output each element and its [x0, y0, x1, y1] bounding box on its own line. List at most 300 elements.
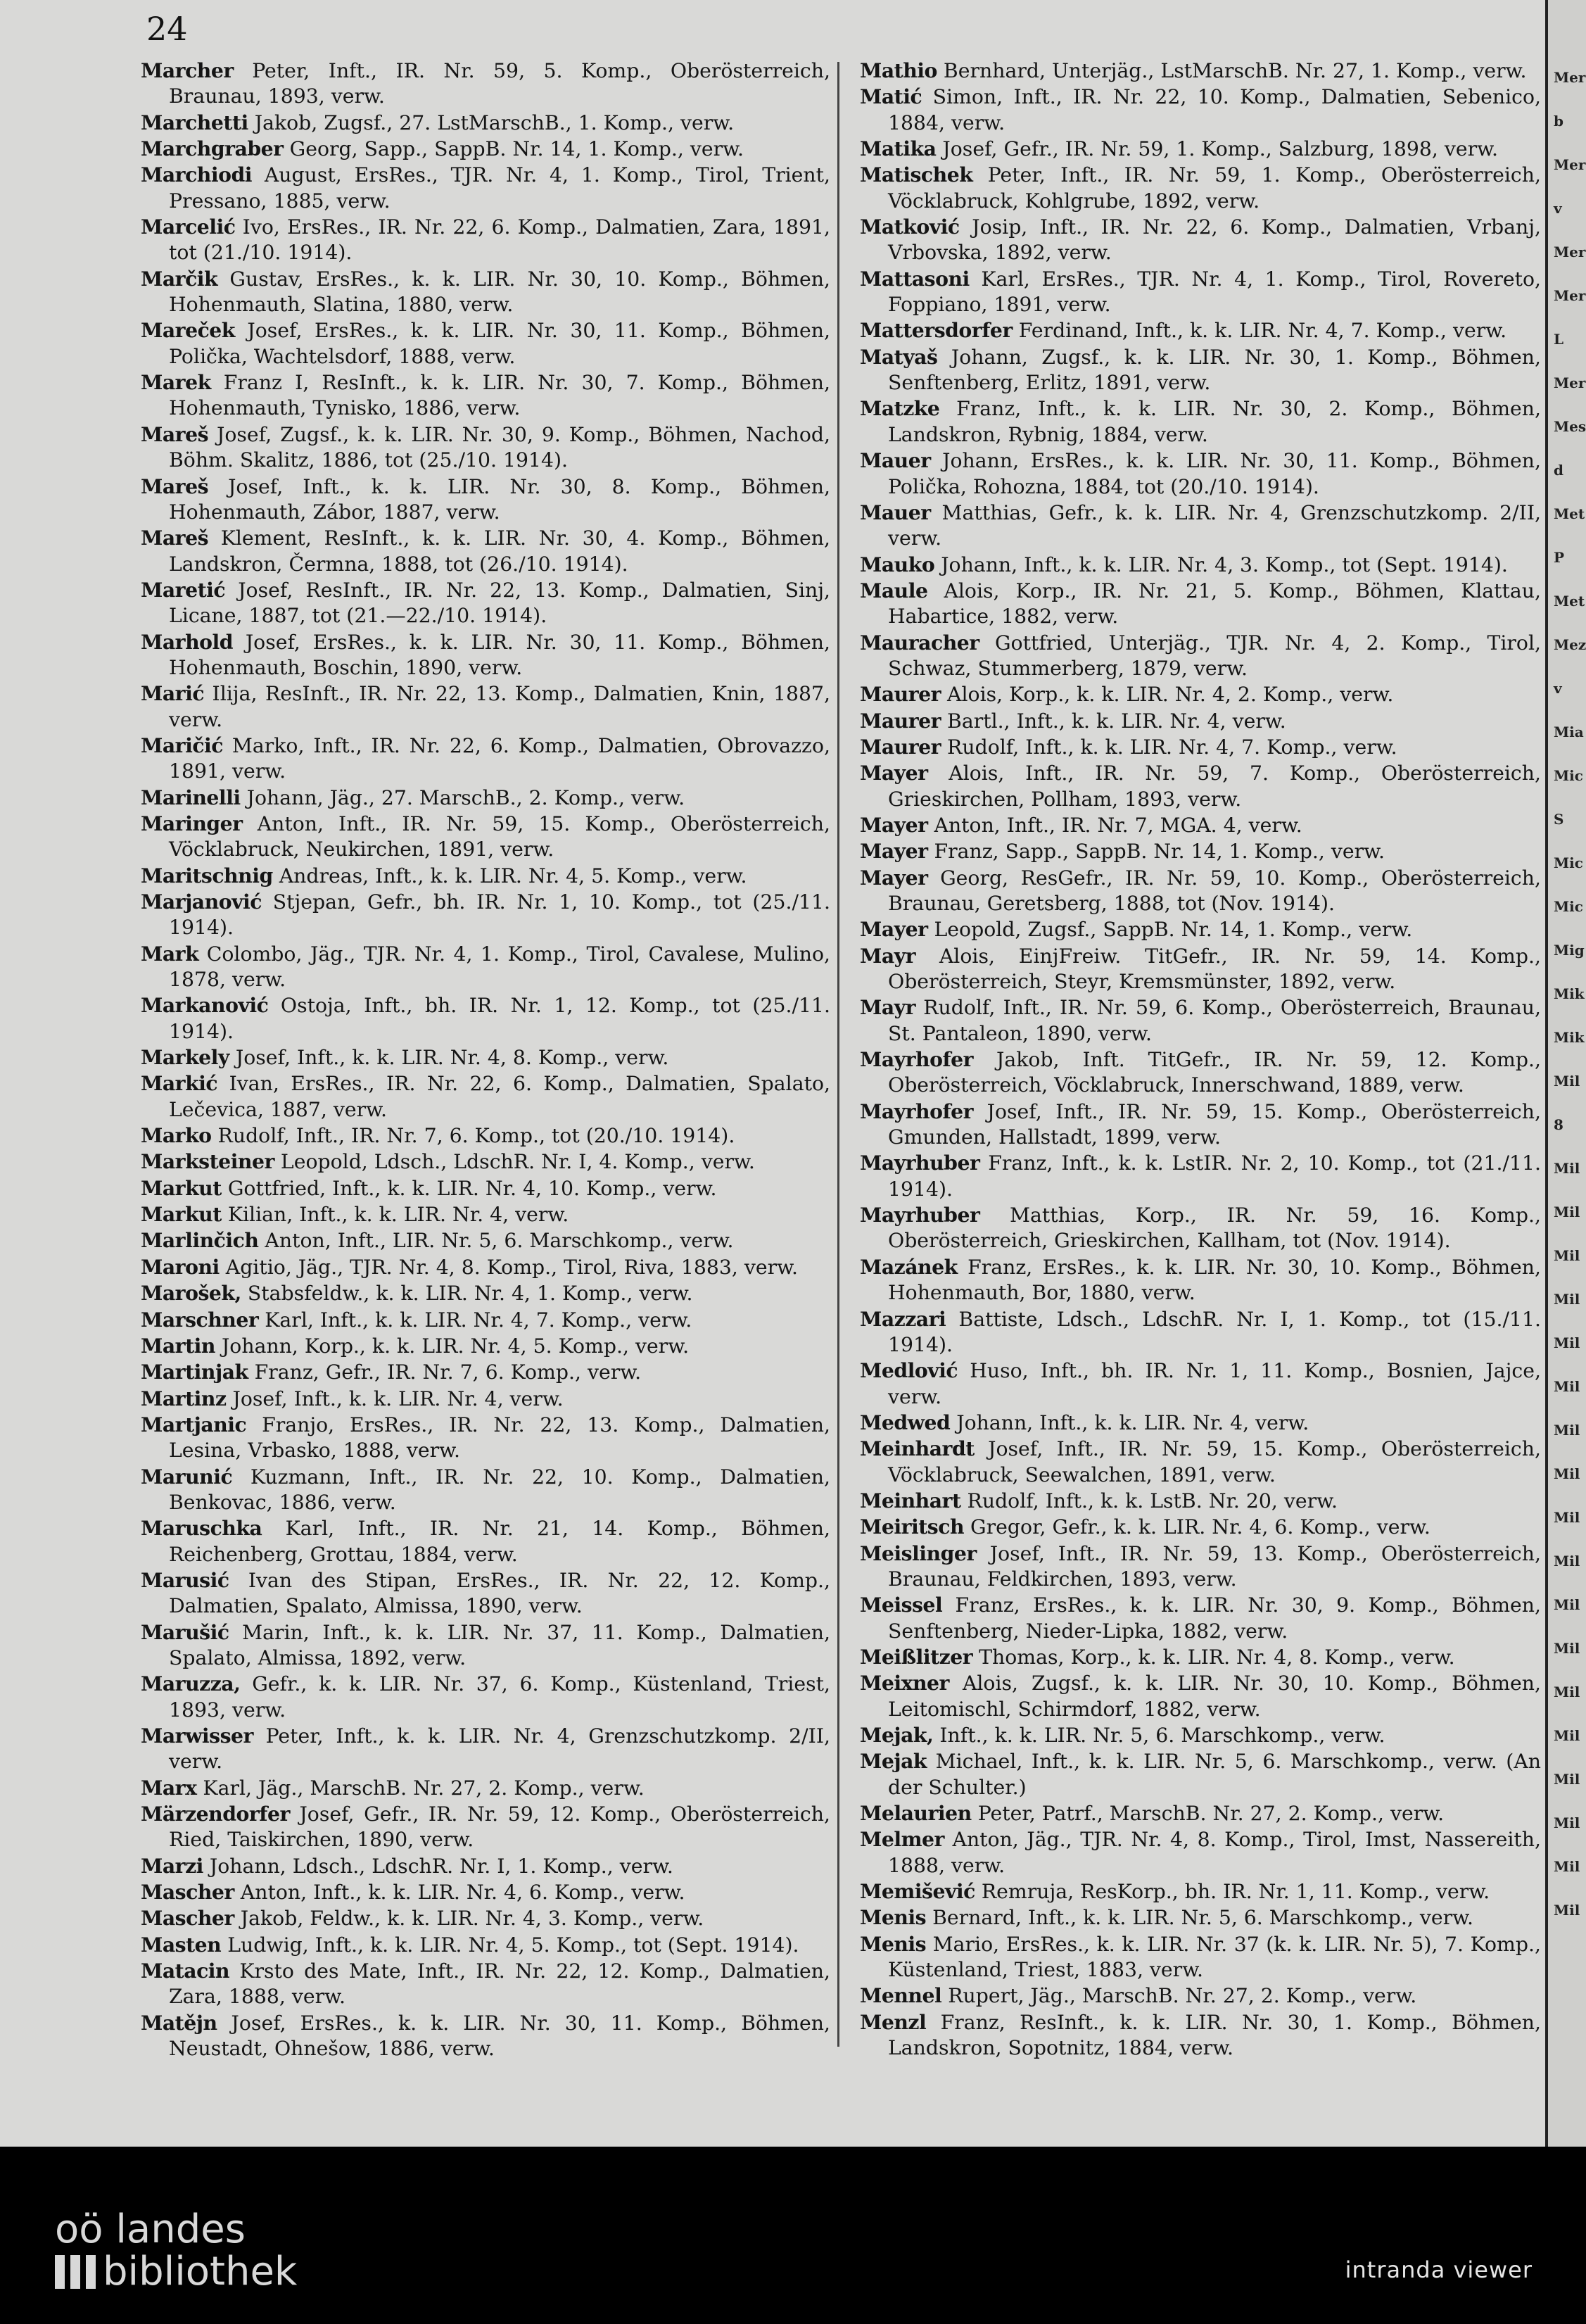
edge-text-fragment: Mic	[1554, 898, 1583, 915]
list-entry	[141, 811, 830, 863]
entry-details: Karl, Inft., k. k. LIR. Nr. 4, 7. Komp., verw.	[258, 1308, 692, 1332]
list-entry	[860, 760, 1541, 812]
entry-details: Bartl., Inft., k. k. LIR. Nr. 4, verw.	[941, 709, 1286, 733]
entry-details: Jakob, Feldw., k. k. LIR. Nr. 4, 3. Komp., verw.	[234, 1907, 704, 1931]
edge-text-fragment: Mil	[1554, 1204, 1580, 1220]
entry-surname: Matischek	[860, 163, 973, 187]
entry-surname: Mayer	[860, 917, 928, 942]
entry-details: Matthias, Gefr., k. k. LIR. Nr. 4, Grenzschutzkomp. 2/II, verw.	[888, 500, 1541, 550]
list-entry	[860, 84, 1541, 136]
entry-details: Josef, Zugsf., k. k. LIR. Nr. 30, 9. Komp., Böhmen, Nachod, Böhm. Skalitz, 1886, tot (25./10. 1914).	[169, 422, 830, 472]
list-entry	[860, 1254, 1541, 1306]
edge-text-fragment: Mic	[1554, 854, 1583, 871]
entry-details: Josef, ErsRes., k. k. LIR. Nr. 30, 11. Komp., Böhmen, Polička, Wachtelsdorf, 1888, verw.	[169, 319, 830, 368]
edge-text-fragment: Mil	[1554, 1858, 1580, 1875]
entry-details: Josef, ErsRes., k. k. LIR. Nr. 30, 11. Komp., Böhmen, Hohenmauth, Boschin, 1890, verw.	[169, 630, 830, 679]
list-entry	[141, 1801, 830, 1853]
entry-details: Peter, Inft., IR. Nr. 59, 5. Komp., Oberösterreich, Braunau, 1893, verw.	[169, 59, 830, 108]
list-entry	[141, 1254, 830, 1280]
list-entry	[860, 500, 1541, 552]
edge-text-fragment: Mer	[1554, 374, 1586, 391]
entry-details: Anton, Inft., IR. Nr. 59, 15. Komp., Oberösterreich, Vöcklabruck, Neukirchen, 1891, verw.	[169, 811, 830, 861]
edge-text-fragment: Mig	[1554, 942, 1585, 959]
entry-surname: Medwed	[860, 1410, 951, 1434]
list-entry	[141, 1853, 830, 1879]
entry-surname: Matika	[860, 137, 937, 161]
entry-surname: Meinhart	[860, 1488, 961, 1513]
entry-details: Anton, Inft., IR. Nr. 7, MGA. 4, verw.	[927, 813, 1302, 837]
list-entry	[860, 734, 1541, 760]
entry-details: Karl, ErsRes., TJR. Nr. 4, 1. Komp., Tirol, Rovereto, Foppiano, 1891, verw.	[888, 267, 1541, 317]
entry-surname: Mauko	[860, 552, 935, 576]
viewer-brand-label: intranda viewer	[1345, 2256, 1533, 2283]
entry-surname: Marchgraber	[141, 137, 284, 161]
entry-surname: Mattersdorfer	[860, 318, 1013, 343]
entry-details: Remruja, ResKorp., bh. IR. Nr. 1, 11. Komp., verw.	[975, 1880, 1490, 1904]
entry-details: Josip, Inft., IR. Nr. 22, 6. Komp., Dalmatien, Vrbanj, Vrbovska, 1892, verw.	[888, 215, 1541, 265]
entry-surname: Marušić	[141, 1619, 229, 1644]
column-divider	[837, 62, 839, 2047]
entry-surname: Maule	[860, 578, 928, 602]
entry-surname: Maretić	[141, 577, 226, 602]
edge-text-fragment: Mil	[1554, 1378, 1580, 1395]
entry-details: Peter, Patrf., MarschB. Nr. 27, 2. Komp., verw.	[971, 1802, 1445, 1826]
edge-text-fragment: P	[1554, 549, 1565, 566]
entry-surname: Maritschnig	[141, 863, 273, 888]
list-entry	[141, 733, 830, 785]
entry-details: Anton, Jäg., TJR. Nr. 4, 8. Komp., Tirol, Imst, Nassereith, 1888, verw.	[888, 1828, 1541, 1877]
entry-details: Ferdinand, Inft., k. k. LIR. Nr. 4, 7. Komp., verw.	[1012, 319, 1507, 343]
entry-surname: Marko	[141, 1123, 212, 1148]
entry-surname: Menis	[860, 1905, 927, 1930]
list-entry	[141, 110, 830, 136]
entry-surname: Mayrhofer	[860, 1047, 974, 1072]
entry-details: Franjo, ErsRes., IR. Nr. 22, 13. Komp., Dalmatien, Lesina, Vrbasko, 1888, verw.	[169, 1413, 830, 1463]
list-entry	[141, 1619, 830, 1672]
entry-surname: Mennel	[860, 1983, 942, 2008]
edge-text-fragment: Mia	[1554, 724, 1584, 740]
entry-surname: Maruschka	[141, 1516, 262, 1541]
entry-details: Marin, Inft., k. k. LIR. Nr. 37, 11. Komp., Dalmatien, Spalato, Almissa, 1892, verw.	[169, 1620, 830, 1669]
entry-details: Josef, Inft., IR. Nr. 59, 13. Komp., Oberösterreich, Braunau, Feldkirchen, 1893, verw.	[888, 1541, 1541, 1591]
entry-surname: Melaurien	[860, 1801, 972, 1826]
list-entry	[860, 1541, 1541, 1593]
entry-surname: Martinz	[141, 1386, 227, 1410]
entry-details: Franz, Gefr., IR. Nr. 7, 6. Komp., verw.	[248, 1360, 642, 1384]
list-entry	[860, 2009, 1541, 2061]
entry-surname: Marcelić	[141, 215, 236, 239]
entry-details: Agitio, Jäg., TJR. Nr. 4, 8. Komp., Tirol, Riva, 1883, verw.	[219, 1255, 798, 1279]
logo-line-2: bibliothek	[103, 2249, 298, 2294]
entry-details: Bernard, Inft., k. k. LIR. Nr. 5, 6. Marschkomp., verw.	[926, 1906, 1473, 1930]
list-entry	[860, 1878, 1541, 1905]
list-entry	[141, 1227, 830, 1253]
list-entry	[141, 1307, 830, 1333]
entry-surname: Maruzza,	[141, 1672, 241, 1696]
list-entry	[860, 1150, 1541, 1202]
entry-surname: Martinjak	[141, 1360, 248, 1384]
entry-surname: Masten	[141, 1932, 222, 1957]
list-entry	[860, 1488, 1541, 1514]
list-entry	[860, 865, 1541, 917]
edge-text-fragment: Mer	[1554, 156, 1586, 173]
list-entry	[141, 1175, 830, 1201]
entry-surname: Mejak,	[860, 1723, 934, 1747]
entry-details: Josef, Inft., k. k. LIR. Nr. 4, verw.	[226, 1387, 564, 1410]
entry-details: Johann, Inft., k. k. LIR. Nr. 4, verw.	[950, 1410, 1309, 1434]
edge-text-fragment: Mik	[1554, 1029, 1585, 1046]
entry-surname: Maurer	[860, 734, 941, 759]
list-entry	[141, 1359, 830, 1385]
entry-surname: Maurer	[860, 708, 941, 733]
entry-surname: Mascher	[141, 1906, 234, 1931]
entry-surname: Marchetti	[141, 110, 248, 134]
entry-surname: Markut	[141, 1202, 222, 1227]
list-entry	[860, 1099, 1541, 1151]
entry-details: Johann, ErsRes., k. k. LIR. Nr. 30, 11. Komp., Böhmen, Polička, Rohozna, 1884, tot (20./10. 1914).	[888, 449, 1541, 498]
entry-surname: Matyaš	[860, 344, 938, 369]
entry-details: Alois, Zugsf., k. k. LIR. Nr. 30, 10. Komp., Böhmen, Leitomischl, Schirmdorf, 1882, verw.	[888, 1672, 1541, 1721]
edge-text-fragment: Mil	[1554, 1160, 1580, 1177]
edge-text-fragment: v	[1554, 200, 1562, 217]
entry-surname: Markely	[141, 1045, 229, 1070]
entry-details: Inft., k. k. LIR. Nr. 5, 6. Marschkomp., verw.	[933, 1724, 1385, 1747]
entry-details: Huso, Inft., bh. IR. Nr. 1, 11. Komp., Bosnien, Jajce, verw.	[888, 1359, 1541, 1408]
entry-details: August, ErsRes., TJR. Nr. 4, 1. Komp., Tirol, Trient, Pressano, 1885, verw.	[169, 163, 830, 213]
entry-details: Georg, Sapp., SappB. Nr. 14, 1. Komp., verw.	[283, 137, 744, 161]
entry-surname: Mayer	[860, 812, 928, 837]
entry-details: Franz I, ResInft., k. k. LIR. Nr. 30, 7. Komp., Böhmen, Hohenmauth, Tynisko, 1886, verw.	[169, 371, 830, 420]
entry-details: Ivan des Stipan, ErsRes., IR. Nr. 22, 12. Komp., Dalmatien, Spalato, Almissa, 1890, verw.	[169, 1568, 830, 1618]
edge-text-fragment: Mik	[1554, 985, 1585, 1002]
edge-text-fragment: Mil	[1554, 1640, 1580, 1657]
entry-details: Thomas, Korp., k. k. LIR. Nr. 4, 8. Komp., verw.	[972, 1645, 1455, 1669]
entry-surname: Maringer	[141, 811, 243, 835]
entry-surname: Mareček	[141, 318, 235, 343]
list-entry	[860, 943, 1541, 995]
list-entry	[141, 136, 830, 162]
entry-details: Karl, Jäg., MarschB. Nr. 27, 2. Komp., verw.	[196, 1776, 645, 1800]
entry-details: Simon, Inft., IR. Nr. 22, 10. Komp., Dalmatien, Sebenico, 1884, verw.	[888, 85, 1541, 134]
entry-surname: Markut	[141, 1175, 222, 1200]
list-entry	[860, 578, 1541, 630]
entry-surname: Mark	[141, 941, 199, 966]
list-entry	[860, 552, 1541, 578]
list-entry	[141, 1723, 830, 1775]
entry-surname: Mayer	[860, 761, 928, 785]
list-entry	[860, 266, 1541, 318]
edge-text-fragment: Met	[1554, 505, 1585, 522]
entry-details: Franz, ErsRes., k. k. LIR. Nr. 30, 10. Komp., Böhmen, Hohenmauth, Bor, 1880, verw.	[888, 1255, 1541, 1305]
list-entry	[141, 1412, 830, 1464]
list-entry	[141, 1905, 830, 1931]
entry-details: Alois, Inft., IR. Nr. 59, 7. Komp., Oberösterreich, Grieskirchen, Pollham, 1893, verw.	[888, 762, 1541, 811]
entry-surname: Mazzari	[860, 1306, 946, 1331]
entry-details: Gregor, Gefr., k. k. LIR. Nr. 4, 6. Komp., verw.	[964, 1515, 1430, 1539]
entry-details: Matthias, Korp., IR. Nr. 59, 16. Komp., Oberösterreich, Grieskirchen, Kallham, tot (Nov. 1914).	[888, 1204, 1541, 1253]
entry-surname: Martjanic	[141, 1412, 247, 1436]
entry-surname: Marčik	[141, 266, 218, 291]
list-entry	[141, 525, 830, 577]
list-entry	[860, 1514, 1541, 1540]
entry-surname: Mayr	[860, 995, 916, 1020]
edge-text-fragment: Mer	[1554, 69, 1586, 86]
entry-surname: Mareš	[141, 474, 209, 498]
list-entry	[141, 629, 830, 681]
list-entry	[141, 1464, 830, 1516]
entry-details: Alois, Korp., IR. Nr. 21, 5. Komp., Böhmen, Klattau, Habartice, 1882, verw.	[888, 579, 1541, 629]
entry-surname: Mareš	[141, 422, 209, 446]
list-entry	[860, 162, 1541, 214]
entry-details: Josef, Gefr., IR. Nr. 59, 1. Komp., Salzburg, 1898, verw.	[936, 137, 1499, 161]
entry-details: Alois, EinjFreiw. TitGefr., IR. Nr. 59, 14. Komp., Oberösterreich, Steyr, Kremsmünster, 1892, verw.	[888, 944, 1541, 994]
entry-surname: Marek	[141, 370, 211, 395]
list-entry	[860, 344, 1541, 396]
edge-text-fragment: Mez	[1554, 636, 1586, 653]
viewer-footer	[0, 2147, 1586, 2324]
entry-surname: Matějn	[141, 2010, 217, 2035]
entry-details: Stabsfeldw., k. k. LIR. Nr. 4, 1. Komp., verw.	[241, 1282, 693, 1306]
list-entry	[141, 1567, 830, 1619]
edge-text-fragment: v	[1554, 680, 1562, 697]
list-entry	[141, 1958, 830, 2010]
list-entry	[141, 1333, 830, 1359]
list-entry	[860, 1748, 1541, 1800]
entry-details: Peter, Inft., k. k. LIR. Nr. 4, Grenzschutzkomp. 2/II, verw.	[169, 1724, 830, 1774]
list-entry	[141, 1515, 830, 1567]
list-entry	[141, 1386, 830, 1412]
list-entry	[141, 863, 830, 889]
list-entry	[141, 1071, 830, 1123]
entry-surname: Maroni	[141, 1254, 220, 1279]
list-entry	[860, 1644, 1541, 1670]
list-entry	[141, 474, 830, 526]
entry-surname: Marunić	[141, 1464, 233, 1489]
list-entry	[860, 812, 1541, 838]
list-entry	[141, 422, 830, 474]
entry-details: Franz, Inft., k. k. LstIR. Nr. 2, 10. Komp., tot (21./11. 1914).	[888, 1151, 1541, 1201]
list-entry	[860, 1670, 1541, 1722]
entry-details: Anton, Inft., k. k. LIR. Nr. 4, 6. Komp., verw.	[234, 1881, 685, 1905]
adjacent-page-edge	[1545, 0, 1586, 2147]
entry-surname: Marusić	[141, 1567, 229, 1592]
entry-details: Jakob, Inft. TitGefr., IR. Nr. 59, 12. Komp., Oberösterreich, Vöcklabruck, Innerschwand, 1889, verw.	[888, 1048, 1541, 1097]
edge-text-fragment: Mil	[1554, 1727, 1580, 1744]
list-entry	[860, 1306, 1541, 1358]
entry-surname: Marjanović	[141, 890, 262, 914]
entry-details: Kuzmann, Inft., IR. Nr. 22, 10. Komp., Dalmatien, Benkovac, 1886, verw.	[169, 1465, 830, 1514]
entry-details: Rudolf, Inft., k. k. LIR. Nr. 4, 7. Komp., verw.	[941, 735, 1397, 759]
entry-surname: Martin	[141, 1333, 215, 1358]
entry-details: Leopold, Ldsch., LdschR. Nr. I, 4. Komp., verw.	[274, 1150, 755, 1174]
edge-text-fragment: Mil	[1554, 1771, 1580, 1788]
edge-text-fragment: Mes	[1554, 418, 1586, 435]
list-entry	[141, 1775, 830, 1801]
entry-surname: Mayer	[860, 839, 928, 864]
entry-surname: Mayr	[860, 943, 916, 968]
list-entry	[860, 1800, 1541, 1826]
list-entry	[141, 162, 830, 214]
list-entry	[860, 1436, 1541, 1488]
edge-text-fragment: d	[1554, 462, 1563, 479]
entry-surname: Menis	[860, 1931, 927, 1956]
entry-surname: Marić	[141, 681, 205, 706]
entry-surname: Mauer	[860, 500, 931, 524]
list-entry	[860, 1826, 1541, 1878]
list-entry	[141, 317, 830, 370]
entry-details: Ludwig, Inft., k. k. LIR. Nr. 4, 5. Komp., tot (Sept. 1914).	[221, 1933, 799, 1957]
list-entry	[860, 681, 1541, 707]
entry-surname: Matić	[860, 84, 922, 109]
entry-details: Josef, Inft., IR. Nr. 59, 15. Komp., Oberösterreich, Gmunden, Hallstadt, 1899, verw.	[888, 1099, 1541, 1149]
list-entry	[141, 889, 830, 941]
entry-details: Georg, ResGefr., IR. Nr. 59, 10. Komp., Oberösterreich, Braunau, Geretsberg, 1888, tot (Nov. 1914).	[888, 866, 1541, 915]
entry-surname: Meinhardt	[860, 1436, 975, 1461]
entry-surname: Marx	[141, 1775, 197, 1800]
entry-surname: Meislinger	[860, 1541, 977, 1565]
entry-details: Franz, ErsRes., k. k. LIR. Nr. 30, 9. Komp., Böhmen, Senftenberg, Nieder-Lipka, 1882, verw.	[888, 1593, 1541, 1643]
list-entry	[141, 1879, 830, 1905]
list-entry	[860, 838, 1541, 864]
entry-details: Michael, Inft., k. k. LIR. Nr. 5, 6. Marschkomp., verw. (An der Schulter.)	[888, 1750, 1541, 1799]
entry-surname: Mayrhofer	[860, 1099, 974, 1123]
entry-surname: Meißlitzer	[860, 1644, 973, 1669]
entry-surname: Marchiodi	[141, 163, 253, 187]
entry-surname: Matković	[860, 215, 960, 239]
entry-surname: Meissel	[860, 1593, 943, 1617]
edge-text-fragment: 8	[1554, 1116, 1563, 1133]
entry-surname: Meiritsch	[860, 1515, 965, 1539]
list-entry	[860, 1592, 1541, 1644]
list-entry	[141, 1671, 830, 1723]
list-entry	[860, 994, 1541, 1047]
entry-details: Peter, Inft., IR. Nr. 59, 1. Komp., Oberösterreich, Vöcklabruck, Kohlgrube, 1892, verw.	[888, 163, 1541, 213]
list-entry	[860, 448, 1541, 500]
entry-details: Josef, Inft., IR. Nr. 59, 15. Komp., Oberösterreich, Vöcklabruck, Seewalchen, 1891, verw.	[888, 1437, 1541, 1486]
entry-details: Bernhard, Unterjäg., LstMarschB. Nr. 27, 1. Komp., verw.	[937, 59, 1527, 82]
entry-surname: Marksteiner	[141, 1149, 274, 1174]
list-entry	[860, 317, 1541, 343]
edge-text-fragment: Mil	[1554, 1291, 1580, 1308]
edge-text-fragment: L	[1554, 331, 1564, 348]
edge-text-fragment: Mer	[1554, 244, 1586, 260]
edge-text-fragment: Mil	[1554, 1422, 1580, 1439]
entry-surname: Mauer	[860, 448, 931, 473]
entry-surname: Mazánek	[860, 1254, 958, 1279]
edge-text-fragment: S	[1554, 811, 1564, 828]
entry-details: Ilija, ResInft., IR. Nr. 22, 13. Komp., Dalmatien, Knin, 1887, verw.	[169, 682, 830, 731]
entry-surname: Maričić	[141, 733, 224, 757]
list-entry	[860, 1905, 1541, 1931]
list-entry	[860, 58, 1541, 84]
entry-surname: Mascher	[141, 1880, 234, 1905]
entry-details: Ostoja, Inft., bh. IR. Nr. 1, 12. Komp., tot (25./11. 1914).	[169, 994, 830, 1043]
entry-details: Rudolf, Inft., IR. Nr. 7, 6. Komp., tot (20./10. 1914).	[211, 1124, 735, 1148]
list-entry	[141, 1280, 830, 1306]
entry-surname: Mayrhuber	[860, 1151, 980, 1175]
entry-details: Gustav, ErsRes., k. k. LIR. Nr. 30, 10. Komp., Böhmen, Hohenmauth, Slatina, 1880, verw.	[169, 267, 830, 317]
entry-details: Johann, Ldsch., LdschR. Nr. I, 1. Komp., verw.	[203, 1854, 673, 1878]
logo-line-1: oö landes	[55, 2206, 246, 2252]
edge-text-fragment: Met	[1554, 593, 1585, 610]
edge-text-fragment: Mer	[1554, 287, 1586, 304]
list-entry	[141, 941, 830, 993]
entry-details: Alois, Korp., k. k. LIR. Nr. 4, 2. Komp., verw.	[941, 683, 1394, 707]
library-logo[interactable]	[55, 2206, 298, 2294]
edge-text-fragment: b	[1554, 113, 1563, 130]
list-entry	[141, 577, 830, 629]
list-entry	[860, 1722, 1541, 1748]
edge-text-fragment: Mil	[1554, 1902, 1580, 1919]
entry-surname: Marinelli	[141, 785, 241, 809]
entry-details: Stjepan, Gefr., bh. IR. Nr. 1, 10. Komp., tot (25./11. 1914).	[169, 890, 830, 940]
list-entry	[860, 1358, 1541, 1410]
entry-details: Gottfried, Inft., k. k. LIR. Nr. 4, 10. Komp., verw.	[221, 1176, 717, 1200]
list-entry	[141, 1123, 830, 1149]
entry-details: Josef, Inft., k. k. LIR. Nr. 4, 8. Komp., verw.	[229, 1046, 669, 1070]
entry-surname: Mayer	[860, 865, 928, 890]
entry-surname: Melmer	[860, 1827, 944, 1852]
entry-details: Franz, Sapp., SappB. Nr. 14, 1. Komp., verw.	[927, 840, 1385, 864]
edge-text-fragment: Mil	[1554, 1334, 1580, 1351]
list-entry	[141, 214, 830, 266]
entry-details: Josef, Inft., k. k. LIR. Nr. 30, 8. Komp., Böhmen, Hohenmauth, Zábor, 1887, verw.	[169, 474, 830, 524]
edge-text-fragment: Mil	[1554, 1509, 1580, 1526]
entry-surname: Mayrhuber	[860, 1203, 980, 1227]
entry-surname: Marošek,	[141, 1281, 241, 1306]
entry-details: Krsto des Mate, Inft., IR. Nr. 22, 12. Komp., Dalmatien, Zara, 1888, verw.	[169, 1959, 830, 2009]
entry-surname: Marzi	[141, 1853, 203, 1878]
entry-surname: Mareš	[141, 526, 209, 550]
entry-details: Klement, ResInft., k. k. LIR. Nr. 30, 4. Komp., Böhmen, Landskron, Čermna, 1888, tot (26./10. 1914).	[169, 526, 830, 576]
list-entry	[141, 2010, 830, 2062]
entry-details: Josef, Gefr., IR. Nr. 59, 12. Komp., Oberösterreich, Ried, Taiskirchen, 1890, verw.	[169, 1802, 830, 1852]
entry-details: Anton, Inft., LIR. Nr. 5, 6. Marschkomp., verw.	[258, 1229, 734, 1253]
list-entry	[860, 1202, 1541, 1254]
list-entry	[860, 396, 1541, 448]
list-entry	[860, 136, 1541, 162]
entry-details: Gefr., k. k. LIR. Nr. 37, 6. Komp., Küstenland, Triest, 1893, verw.	[169, 1672, 830, 1722]
entry-surname: Maurer	[860, 682, 941, 707]
right-column	[860, 58, 1541, 2061]
entry-surname: Marwisser	[141, 1724, 253, 1748]
entry-surname: Marhold	[141, 629, 234, 654]
entry-details: Josef, ErsRes., k. k. LIR. Nr. 30, 11. Komp., Böhmen, Neustadt, Ohnešow, 1886, verw.	[169, 2011, 830, 2061]
entry-surname: Mattasoni	[860, 266, 970, 291]
entry-details: Jakob, Zugsf., 27. LstMarschB., 1. Komp., verw.	[248, 110, 735, 134]
edge-text-fragment: Mil	[1554, 1465, 1580, 1482]
entry-details: Josef, ResInft., IR. Nr. 22, 13. Komp., Dalmatien, Sinj, Licane, 1887, tot (21.—22./10. 1914).	[169, 578, 830, 628]
list-entry	[141, 992, 830, 1044]
entry-details: Mario, ErsRes., k. k. LIR. Nr. 37 (k. k. LIR. Nr. 5), 7. Komp., Küstenland, Triest, 1883, verw.	[888, 1932, 1541, 1982]
list-entry	[141, 681, 830, 733]
entry-surname: Mejak	[860, 1749, 927, 1774]
entry-surname: Matacin	[141, 1959, 230, 1983]
entry-surname: Marcher	[141, 58, 234, 82]
entry-details: Battiste, Ldsch., LdschR. Nr. I, 1. Komp., tot (15./11. 1914).	[888, 1307, 1541, 1356]
entry-surname: Matzke	[860, 396, 940, 421]
entry-surname: Meixner	[860, 1671, 949, 1695]
edge-text-fragment: Mil	[1554, 1596, 1580, 1613]
entry-details: Rudolf, Inft., IR. Nr. 59, 6. Komp., Oberösterreich, Braunau, St. Pantaleon, 1890, verw.	[888, 996, 1541, 1045]
list-entry	[860, 1410, 1541, 1436]
entry-surname: Menzl	[860, 2009, 927, 2034]
entry-details: Johann, Korp., k. k. LIR. Nr. 4, 5. Komp., verw.	[215, 1334, 690, 1358]
entry-details: Johann, Zugsf., k. k. LIR. Nr. 30, 1. Komp., Böhmen, Senftenberg, Erlitz, 1891, verw.	[888, 345, 1541, 395]
list-entry	[141, 1932, 830, 1958]
edge-text-fragment: Mic	[1554, 767, 1583, 784]
entry-details: Marko, Inft., IR. Nr. 22, 6. Komp., Dalmatien, Obrovazzo, 1891, verw.	[169, 733, 830, 783]
